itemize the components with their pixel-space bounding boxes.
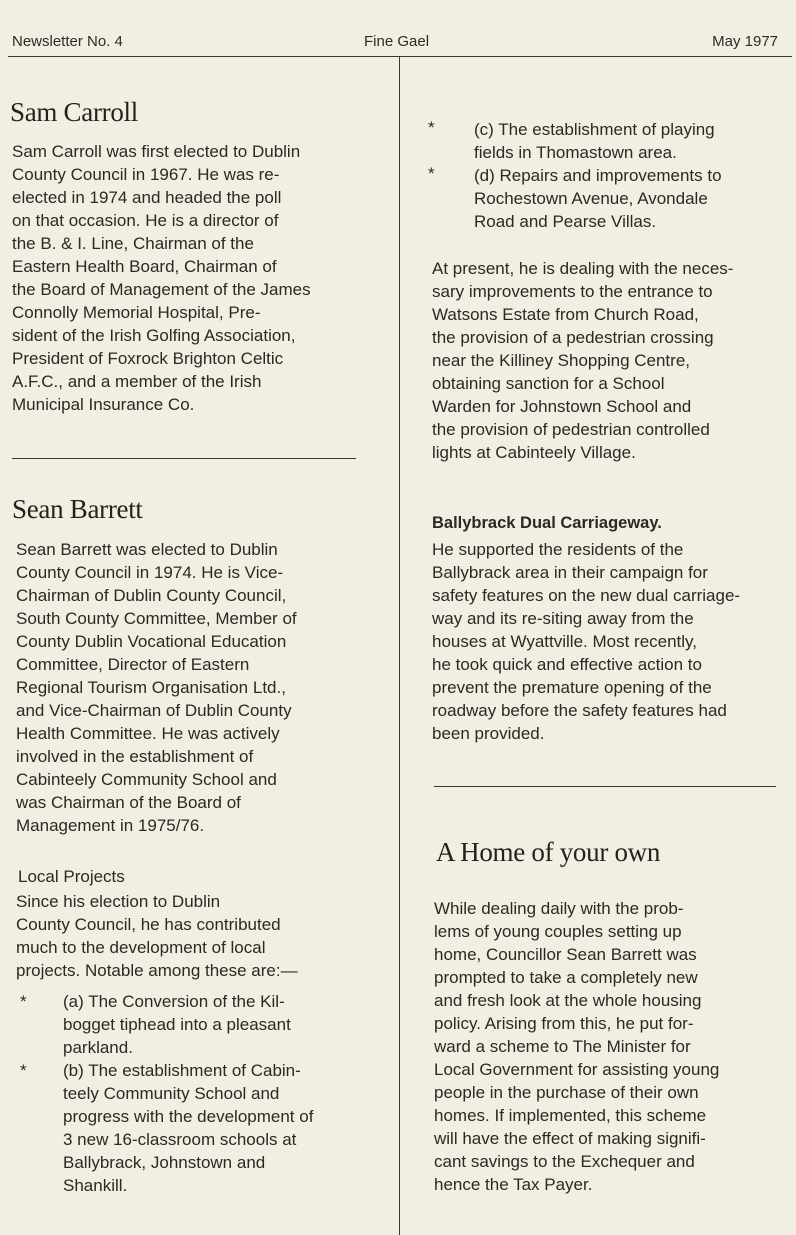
text-line: lights at Cabinteely Village.: [432, 443, 636, 462]
local-projects-intro: [16, 890, 298, 982]
text-line: hence the Tax Payer.: [434, 1175, 593, 1194]
bullet-star: *: [428, 164, 435, 183]
text-line: (b) The establishment of Cabin-: [63, 1061, 301, 1080]
bullet-d: [474, 164, 722, 233]
text-line: (c) The establishment of playing: [474, 120, 715, 139]
text-line: the B. & I. Line, Chairman of the: [12, 234, 254, 253]
bullet-b: [63, 1059, 313, 1197]
text-line: A.F.C., and a member of the Irish: [12, 372, 262, 391]
text-line: sary improvements to the entrance to: [432, 282, 713, 301]
text-line: Cabinteely Community School and: [16, 770, 277, 789]
text-line: Local Government for assisting young: [434, 1060, 720, 1079]
column-divider: [399, 57, 400, 1235]
text-line: safety features on the new dual carriage-: [432, 586, 741, 605]
text-line: near the Killiney Shopping Centre,: [432, 351, 690, 370]
text-line: bogget tiphead into a pleasant: [63, 1015, 291, 1034]
text-line: fields in Thomastown area.: [474, 143, 677, 162]
text-line: Ballybrack area in their campaign for: [432, 563, 708, 582]
text-line: lems of young couples setting up: [434, 922, 682, 941]
text-line: will have the effect of making signifi-: [434, 1129, 706, 1148]
sean-barrett-bio: [16, 538, 297, 837]
ballybrack-heading: Ballybrack Dual Carriageway.: [432, 514, 662, 532]
sam-carroll-heading: Sam Carroll: [10, 97, 138, 127]
text-line: President of Foxrock Brighton Celtic: [12, 349, 284, 368]
text-line: County Council, he has contributed: [16, 915, 281, 934]
text-line: home, Councillor Sean Barrett was: [434, 945, 697, 964]
issue-date: May 1977: [712, 33, 778, 50]
section-separator: [434, 786, 776, 787]
text-line: prompted to take a completely new: [434, 968, 698, 987]
text-line: (a) The Conversion of the Kil-: [63, 992, 285, 1011]
text-line: Ballybrack, Johnstown and: [63, 1153, 266, 1172]
text-line: Road and Pearse Villas.: [474, 212, 657, 231]
text-line: involved in the establishment of: [16, 747, 254, 766]
text-line: houses at Wyattville. Most recently,: [432, 632, 698, 651]
bullet-a: [63, 990, 291, 1059]
text-line: Sam Carroll was first elected to Dublin: [12, 142, 301, 161]
newsletter-header: [12, 30, 778, 52]
text-line: South County Committee, Member of: [16, 609, 297, 628]
text-line: prevent the premature opening of the: [432, 678, 712, 697]
text-line: roadway before the safety features had: [432, 701, 727, 720]
text-line: County Council in 1967. He was re-: [12, 165, 280, 184]
party-name: Fine Gael: [364, 33, 430, 50]
text-line: 3 new 16-classroom schools at: [63, 1130, 297, 1149]
text-line: obtaining sanction for a School: [432, 374, 665, 393]
text-line: Chairman of Dublin County Council,: [16, 586, 287, 605]
text-line: Eastern Health Board, Chairman of: [12, 257, 277, 276]
text-line: was Chairman of the Board of: [16, 793, 241, 812]
text-line: While dealing daily with the prob-: [434, 899, 684, 918]
newsletter-number: Newsletter No. 4: [12, 33, 123, 50]
text-line: been provided.: [432, 724, 545, 743]
text-line: people in the purchase of their own: [434, 1083, 699, 1102]
sam-carroll-bio: [12, 140, 311, 416]
section-separator: [12, 458, 356, 459]
text-line: Health Committee. He was actively: [16, 724, 280, 743]
text-line: the Board of Management of the James: [12, 280, 311, 299]
text-line: Shankill.: [63, 1176, 128, 1195]
text-line: County Dublin Vocational Education: [16, 632, 287, 651]
text-line: much to the development of local: [16, 938, 266, 957]
header-rule: [8, 56, 792, 57]
text-line: Warden for Johnstown School and: [432, 397, 692, 416]
text-line: Since his election to Dublin: [16, 892, 221, 911]
text-line: homes. If implemented, this scheme: [434, 1106, 707, 1125]
bullet-c: [474, 118, 715, 164]
ballybrack-paragraph: [432, 538, 740, 745]
text-line: progress with the development of: [63, 1107, 314, 1126]
bullet-star: *: [20, 992, 27, 1011]
text-line: Regional Tourism Organisation Ltd.,: [16, 678, 286, 697]
text-line: projects. Notable among these are:—: [16, 961, 298, 980]
text-line: the provision of a pedestrian crossing: [432, 328, 714, 347]
text-line: Rochestown Avenue, Avondale: [474, 189, 708, 208]
sean-barrett-heading: Sean Barrett: [12, 494, 143, 524]
text-line: He supported the residents of the: [432, 540, 684, 559]
text-line: policy. Arising from this, he put for-: [434, 1014, 694, 1033]
text-line: cant savings to the Exchequer and: [434, 1152, 695, 1171]
text-line: teely Community School and: [63, 1084, 280, 1103]
text-line: At present, he is dealing with the neces-: [432, 259, 734, 278]
text-line: (d) Repairs and improvements to: [474, 166, 722, 185]
home-heading: A Home of your own: [436, 837, 661, 867]
text-line: way and its re-siting away from the: [432, 609, 694, 628]
home-paragraph: [434, 897, 719, 1196]
text-line: parkland.: [63, 1038, 133, 1057]
text-line: elected in 1974 and headed the poll: [12, 188, 282, 207]
text-line: Municipal Insurance Co.: [12, 395, 195, 414]
text-line: and fresh look at the whole housing: [434, 991, 702, 1010]
text-line: County Council in 1974. He is Vice-: [16, 563, 284, 582]
text-line: Watsons Estate from Church Road,: [432, 305, 699, 324]
text-line: he took quick and effective action to: [432, 655, 702, 674]
bullet-star: *: [428, 118, 435, 137]
at-present-paragraph: [432, 257, 733, 464]
text-line: Sean Barrett was elected to Dublin: [16, 540, 278, 559]
text-line: Committee, Director of Eastern: [16, 655, 250, 674]
text-line: sident of the Irish Golfing Association,: [12, 326, 296, 345]
text-line: ward a scheme to The Minister for: [434, 1037, 691, 1056]
text-line: on that occasion. He is a director of: [12, 211, 279, 230]
local-projects-heading: Local Projects: [18, 867, 125, 886]
text-line: and Vice-Chairman of Dublin County: [16, 701, 292, 720]
text-line: the provision of pedestrian controlled: [432, 420, 710, 439]
bullet-star: *: [20, 1061, 27, 1080]
text-line: Connolly Memorial Hospital, Pre-: [12, 303, 261, 322]
text-line: Management in 1975/76.: [16, 816, 205, 835]
